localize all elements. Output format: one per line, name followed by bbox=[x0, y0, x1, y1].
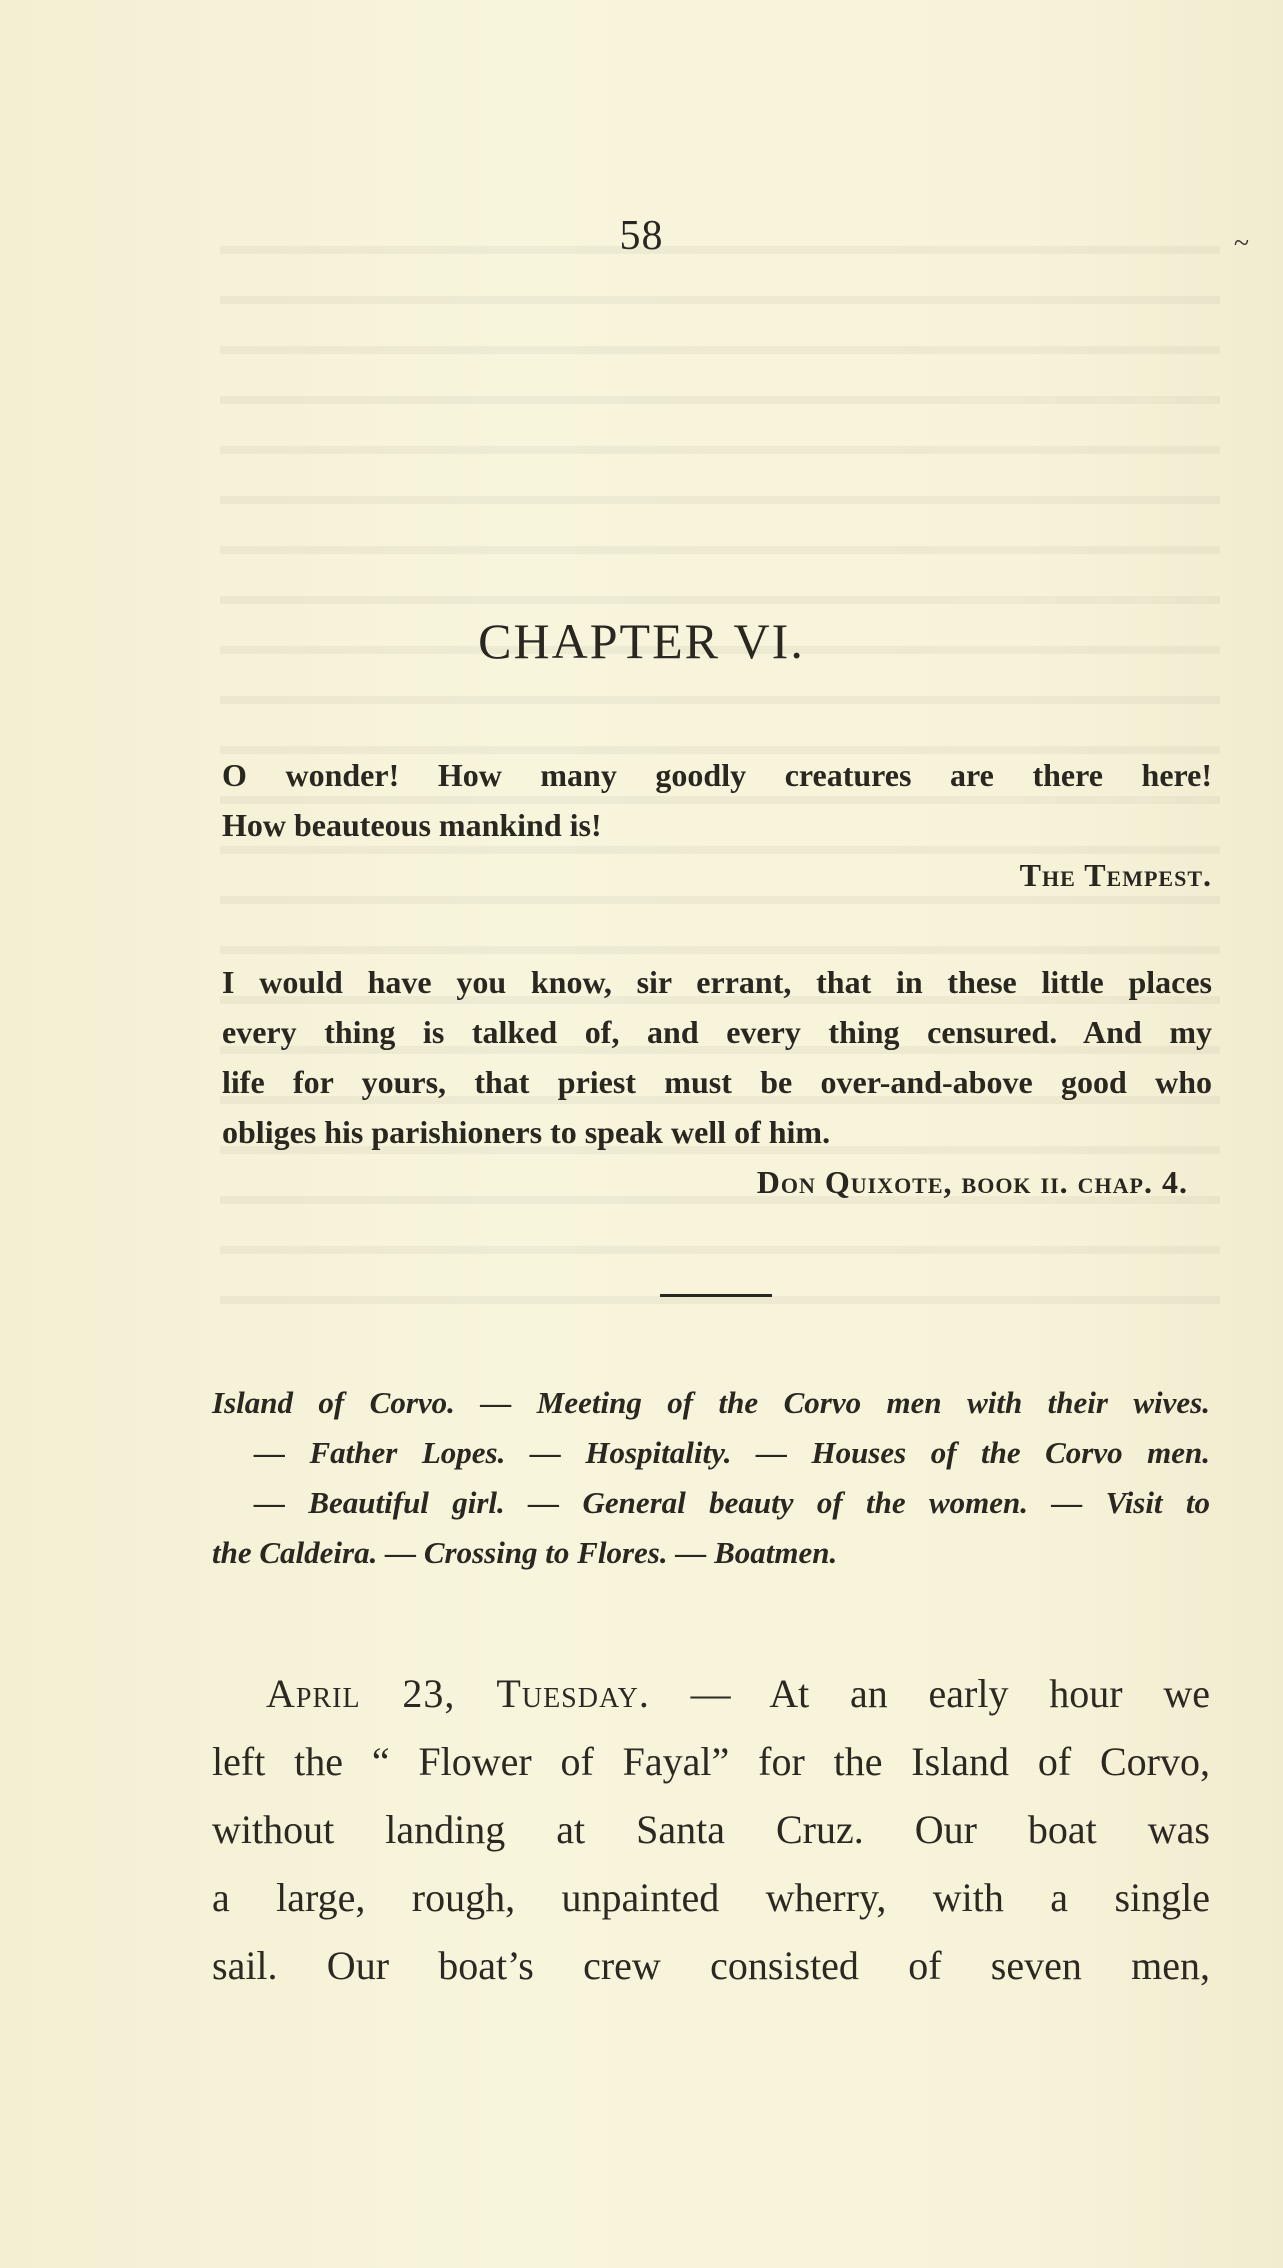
edge-mark: ~ bbox=[1233, 228, 1249, 259]
epigraph-attribution: The Tempest. bbox=[1019, 857, 1212, 893]
synopsis-line: — Father Lopes. — Hospitality. — Houses of the Corvo men. bbox=[254, 1435, 1210, 1470]
chapter-synopsis bbox=[212, 1378, 1210, 1578]
section-divider bbox=[660, 1294, 772, 1297]
epigraph-line: O wonder! How many goodly creatures are there here! bbox=[222, 757, 1212, 793]
synopsis-line: the Caldeira. — Crossing to Flores. — Boatmen. bbox=[212, 1535, 838, 1570]
synopsis-line: — Beautiful girl. — General beauty of the women. — Visit to bbox=[254, 1485, 1210, 1520]
body-line bbox=[212, 1660, 1210, 1728]
body-line: without landing at Santa Cruz. Our boat was bbox=[212, 1807, 1210, 1852]
epigraph-line: life for yours, that priest must be over-and-above good who bbox=[222, 1064, 1212, 1100]
epigraph-tempest bbox=[222, 750, 1212, 900]
body-line: left the “ Flower of Fayal” for the Island of Corvo, bbox=[212, 1739, 1210, 1784]
epigraph-line: obliges his parishioners to speak well of him. bbox=[222, 1114, 831, 1150]
epigraph-line: every thing is talked of, and every thing censured. And my bbox=[222, 1014, 1212, 1050]
body-line: a large, rough, unpainted wherry, with a single bbox=[212, 1875, 1210, 1920]
date-lead: April 23, Tuesday. bbox=[266, 1671, 650, 1716]
epigraph-line: How beauteous mankind is! bbox=[222, 807, 602, 843]
body-line-rest: — At an early hour we bbox=[649, 1671, 1211, 1716]
epigraph-line: I would have you know, sir errant, that in these little places bbox=[222, 964, 1212, 1000]
epigraph-don-quixote bbox=[222, 957, 1212, 1207]
synopsis-line: Island of Corvo. — Meeting of the Corvo men with their wives. bbox=[212, 1385, 1210, 1420]
chapter-title: CHAPTER VI. bbox=[478, 613, 805, 669]
body-text bbox=[212, 1660, 1210, 2000]
page-number: 58 bbox=[619, 213, 664, 259]
epigraph-attribution: Don Quixote, book ii. chap. 4. bbox=[756, 1164, 1188, 1200]
body-line: sail. Our boat’s crew consisted of seven men, bbox=[212, 1943, 1210, 1988]
